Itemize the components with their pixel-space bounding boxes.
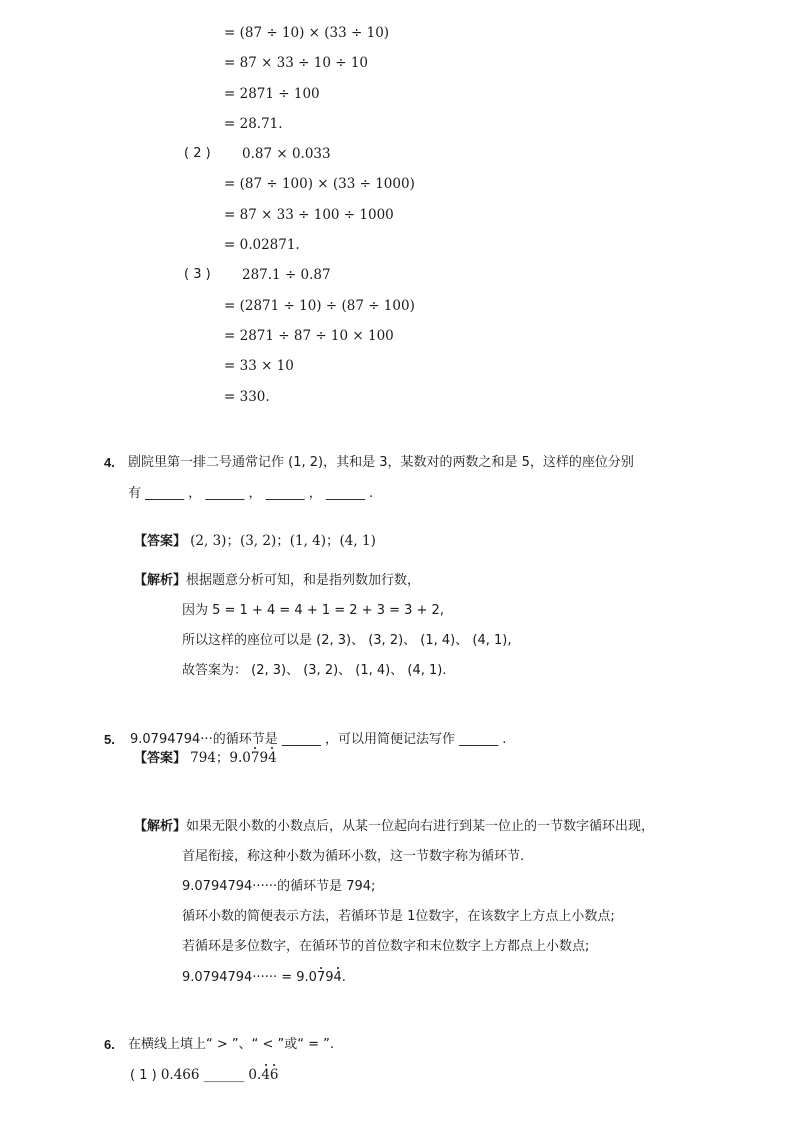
q6-part1-dotted-digit-1: 4 [261, 1067, 270, 1083]
q3-part1-step-1: = (87 ÷ 10) × (33 ÷ 10) [224, 25, 390, 41]
q5-answer-value [190, 750, 277, 766]
q5-number: 5. [104, 732, 115, 747]
q6-number: 6. [104, 1037, 115, 1052]
q5-analysis-dotted-digit-start: 7 [316, 970, 326, 985]
q4-analysis-line-2: 因为 5 = 1 + 4 = 4 + 1 = 2 + 3 = 3 + 2, [182, 603, 444, 618]
q3-part3-expression: 287.1 ÷ 0.87 [242, 267, 331, 283]
q4-answer [134, 532, 376, 551]
q5-question-line-1: 9.0794794···的循环节是 ______ ，可以用简便记法写作 ______ . [130, 732, 507, 747]
q3-part2-step-3: = 0.02871. [224, 237, 300, 253]
q4-analysis-line-3: 所以这样的座位可以是 (2, 3)、 (3, 2)、 (1, 4)、 (4, 1), [182, 633, 512, 648]
q5-analysis-text-1: 如果无限小数的小数点后，从某一位起向右进行到某一位止的一节数字循环出现， [186, 819, 655, 834]
q3-part2-step-1: = (87 ÷ 100) × (33 ÷ 1000) [224, 176, 415, 192]
q3-part3-step-1: = (2871 ÷ 10) ÷ (87 ÷ 100) [224, 298, 415, 314]
q5-analysis-line-1 [134, 818, 654, 836]
q5-answer-tag: 【答案】 [134, 751, 187, 766]
q4-analysis-line-4: 故答案为： (2, 3)、 (3, 2)、 (1, 4)、 (4, 1). [182, 663, 447, 678]
q5-analysis-last-suffix: . [341, 970, 346, 985]
q3-part2-expression: 0.87 × 0.033 [242, 146, 331, 162]
q5-analysis-tag: 【解析】 [134, 819, 187, 834]
q4-analysis-tag: 【解析】 [134, 573, 187, 588]
q5-answer-dotted-digit-start: 7 [250, 750, 260, 766]
q6-part1 [130, 1066, 279, 1085]
q5-analysis-line-3: 9.0794794······的循环节是 794; [182, 879, 376, 894]
q5-analysis-dotted-digit-end: 4 [333, 970, 342, 985]
q4-answer-tag: 【答案】 [134, 534, 187, 549]
q4-analysis-text-1: 根据题意分析可知，和是指列数加行数， [186, 573, 421, 588]
q6-question-line-1: 在横线上填上“ > ”、“ < ”或“ = ”. [128, 1037, 335, 1052]
q3-part3-label: ( 3 ) [184, 267, 211, 282]
q3-part3-step-4: = 330. [224, 389, 270, 405]
q6-part1-right-prefix: 0. [248, 1067, 262, 1083]
q5-answer [134, 749, 277, 768]
q3-part1-step-2: = 87 × 33 ÷ 10 ÷ 10 [224, 55, 368, 71]
q6-part1-label: ( 1 ) [130, 1068, 157, 1083]
q5-answer-prefix: 794；9.0 [190, 750, 251, 766]
q3-part2-label: ( 2 ) [184, 146, 211, 161]
q5-analysis-line-4: 循环小数的简便表示方法，若循环节是 1位数字，在该数字上方点上小数点; [182, 909, 615, 924]
q3-part1-step-3: = 2871 ÷ 100 [224, 86, 320, 102]
q3-part3-step-2: = 2871 ÷ 87 ÷ 10 × 100 [224, 328, 394, 344]
q4-question-line-1: 剧院里第一排二号通常记作 (1, 2)，其和是 3，某数对的两数之和是 5，这样的座位分别 [128, 455, 634, 470]
q3-part1-step-4: = 28.71. [224, 116, 283, 132]
q5-analysis-line-6 [182, 969, 346, 987]
q4-answer-value: (2, 3)；(3, 2)；(1, 4)；(4, 1) [190, 533, 376, 549]
q6-part1-dotted-digit-2: 6 [269, 1067, 279, 1083]
q5-analysis-line-2: 首尾衔接，称这种小数为循环小数，这一节数字称为循环节. [182, 849, 525, 864]
q5-answer-middle-digit: 9 [259, 750, 269, 766]
q4-question-line-2: 有 ______ ， ______ ， ______ ， ______ . [128, 486, 374, 501]
q6-part1-right [248, 1067, 278, 1083]
q4-number: 4. [104, 455, 115, 470]
q3-part3-step-3: = 33 × 10 [224, 358, 294, 374]
q5-analysis-line-5: 若循环是多位数字，在循环节的首位数字和末位数字上方都点上小数点; [182, 939, 590, 954]
q6-part1-left: 0.466 ______ [160, 1067, 245, 1083]
q5-answer-dotted-digit-end: 4 [268, 750, 277, 766]
q3-part2-step-2: = 87 × 33 ÷ 100 ÷ 1000 [224, 207, 394, 223]
q4-analysis-line-1 [134, 572, 420, 590]
q5-analysis-last-prefix: 9.0794794······ = 9.0 [182, 970, 317, 985]
q5-analysis-middle-digit: 9 [325, 970, 334, 985]
